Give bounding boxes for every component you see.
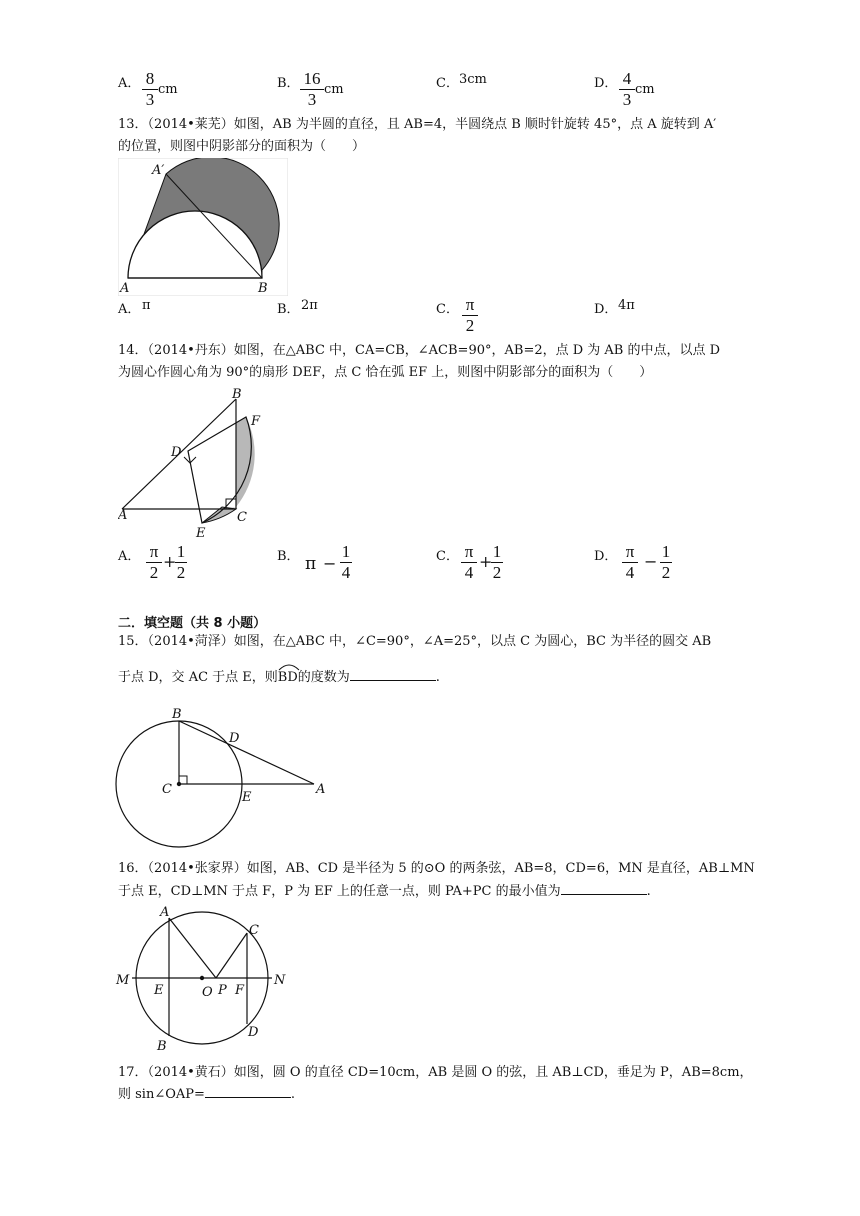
q12-a-denominator: 3 — [145, 90, 155, 109]
q14-label-a: A — [118, 508, 128, 523]
q16-line2-end: . — [646, 884, 651, 899]
q17-stem-line1: 17．（2014•黄石）如图，圆 O 的直径 CD=10cm，AB 是圆 O 的弦，且 AB⊥CD，垂足为 P，AB=8cm， — [118, 1065, 753, 1080]
q13-label-a-prime: A′ — [152, 163, 165, 178]
q14-c-n1: π — [464, 542, 474, 561]
q14-option-a-label: A． — [118, 549, 141, 564]
q14-b-pre: π — [305, 554, 317, 574]
q14-a-d2: 2 — [176, 563, 186, 582]
q14-option-b-label: B． — [277, 549, 300, 564]
q14-c-d2: 2 — [492, 563, 502, 582]
q17-line2-end: . — [290, 1087, 296, 1102]
q16-label-d: D — [248, 1025, 259, 1040]
q14-a-op: + — [163, 552, 177, 571]
q13-option-b-text: 2π — [301, 298, 318, 313]
q15-label-b: B — [172, 707, 182, 722]
q14-d-d1: 4 — [625, 563, 635, 582]
q16-label-c: C — [249, 923, 259, 938]
q13-c-numerator: π — [465, 295, 475, 314]
q12-option-c-text: 3cm — [459, 72, 487, 87]
q13-label-b: B — [258, 281, 268, 296]
q12-d-unit: cm — [635, 82, 655, 97]
q14-label-b: B — [232, 387, 242, 402]
arc-icon — [278, 663, 300, 671]
q12-option-b-fraction — [300, 70, 324, 109]
q13-option-c-fraction — [462, 296, 478, 335]
q15-stem-line1: 15．（2014•菏泽）如图，在△ABC 中，∠C=90°，∠A=25°，以点 C 为圆心，BC 为半径的圆交 AB — [118, 634, 712, 649]
q13-option-a-label: A． — [118, 302, 141, 317]
q16-figure — [114, 904, 294, 1054]
q14-a-d1: 2 — [149, 563, 159, 582]
q16-label-f: F — [235, 983, 245, 998]
q15-line2-end: . — [435, 670, 440, 685]
q13-option-d-text: 4π — [618, 298, 635, 313]
q14-d-op: − — [644, 552, 658, 571]
q14-stem-line1: 14．（2014•丹东）如图，在△ABC 中，CA=CB，∠ACB=90°，AB=2，点 D 为 AB 的中点，以点 D — [118, 343, 721, 358]
q15-label-e: E — [242, 790, 252, 805]
q14-option-c-label: C． — [436, 549, 459, 564]
q15-arc-bd — [278, 668, 298, 688]
q14-stem-line2: 为圆心作圆心角为 90°的扇形 DEF，点 C 恰在弧 EF 上，则图中阴影部分的面积为（ ） — [118, 365, 653, 380]
q12-b-unit: cm — [324, 82, 344, 97]
q16-label-m: M — [116, 973, 130, 988]
q16-stem-line2 — [118, 882, 651, 902]
q16-label-o: O — [202, 985, 213, 1000]
q12-option-d-label: D． — [594, 76, 618, 91]
q14-d-n1: π — [625, 542, 635, 561]
q15-label-c: C — [162, 782, 172, 797]
q14-label-f: F — [251, 414, 261, 429]
q14-label-e: E — [196, 526, 206, 541]
q16-line2-pre: 于点 E，CD⊥MN 于点 F，P 为 EF 上的任意一点，则 PA+PC 的最小值为 — [118, 884, 561, 899]
q17-line2-pre: 则 sin∠OAP= — [118, 1087, 205, 1102]
q12-b-numerator: 16 — [303, 69, 321, 88]
q14-d-n2: 1 — [661, 542, 671, 561]
q15-label-a: A — [316, 782, 326, 797]
q15-stem-line2 — [118, 668, 440, 688]
q12-d-denominator: 3 — [622, 90, 632, 109]
q14-a-n2: 1 — [176, 542, 186, 561]
q15-label-d: D — [229, 731, 240, 746]
q14-figure — [118, 385, 278, 543]
q14-c-n2: 1 — [492, 542, 502, 561]
q16-label-e: E — [154, 983, 164, 998]
q13-option-d-label: D． — [594, 302, 618, 317]
q15-figure — [114, 704, 334, 850]
q15-arc-text: BD — [277, 670, 298, 685]
q14-b-d2: 4 — [341, 563, 351, 582]
q14-shaded-right — [236, 417, 255, 507]
q14-b-op: − — [323, 554, 337, 573]
q15-line2-post: 的度数为 — [297, 670, 350, 685]
q15-line2-pre: 于点 D，交 AC 于点 E，则 — [118, 670, 278, 685]
q13-label-a: A — [120, 281, 130, 296]
q13-figure — [118, 158, 288, 296]
q16-label-b: B — [157, 1039, 167, 1054]
q13-stem-line2: 的位置，则图中阴影部分的面积为（ ） — [118, 139, 366, 154]
q12-a-unit: cm — [158, 82, 178, 97]
q16-answer-blank[interactable] — [561, 882, 647, 895]
q13-option-b-label: B． — [277, 302, 300, 317]
q16-label-a: A — [160, 905, 170, 920]
q15-answer-blank[interactable] — [350, 668, 436, 681]
q14-b-n2: 1 — [341, 542, 351, 561]
q13-c-denominator: 2 — [465, 316, 475, 335]
q12-a-numerator: 8 — [145, 69, 155, 88]
q12-d-numerator: 4 — [622, 69, 632, 88]
q12-option-b-label: B． — [277, 76, 300, 91]
q14-label-d: D — [171, 445, 182, 460]
q17-stem-line2 — [118, 1085, 295, 1105]
q14-a-n1: π — [149, 542, 159, 561]
q13-option-c-label: C． — [436, 302, 459, 317]
q13-stem-line1: 13．（2014•莱芜）如图，AB 为半圆的直径，且 AB=4，半圆绕点 B 顺时针旋转 45°，点 A 旋转到 A′ — [118, 117, 717, 132]
q14-c-d1: 4 — [464, 563, 474, 582]
q12-option-c-label: C． — [436, 76, 459, 91]
q16-stem-line1: 16．（2014•张家界）如图，AB、CD 是半径为 5 的⊙O 的两条弦，AB=8，CD=6，MN 是直径，AB⊥MN — [118, 861, 755, 876]
q14-label-c: C — [237, 510, 247, 525]
q14-c-op: + — [479, 552, 493, 571]
q16-label-n: N — [274, 973, 286, 988]
q13-option-a-text: π — [142, 298, 151, 313]
q12-option-a-fraction — [142, 70, 158, 109]
q12-option-d-fraction — [619, 70, 635, 109]
q16-label-p: P — [218, 983, 227, 998]
q14-option-d-label: D． — [594, 549, 618, 564]
q12-b-denominator: 3 — [307, 90, 317, 109]
q17-answer-blank[interactable] — [205, 1085, 291, 1098]
section-title-fill-in: 二．填空题（共 8 小题） — [118, 616, 267, 631]
q14-d-d2: 2 — [661, 563, 671, 582]
q12-option-a-label: A． — [118, 76, 141, 91]
